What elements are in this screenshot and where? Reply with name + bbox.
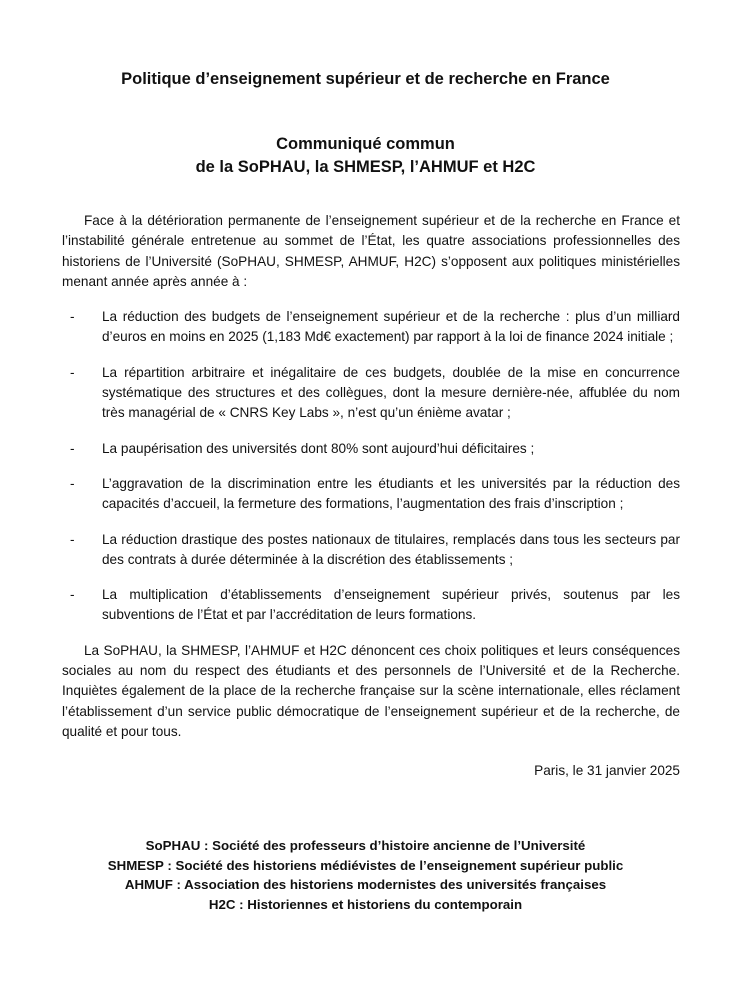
list-item-text: L’aggravation de la discrimination entre les étudiants et les universités par la réduction des capacités d’accueil, la fermeture des formations, l’augmentation des frais d’inscription ; bbox=[102, 475, 680, 512]
acronym-legend bbox=[0, 836, 731, 914]
acronym-definition: AHMUF : Association des historiens modernistes des universités françaises bbox=[124, 877, 607, 892]
list-item bbox=[62, 363, 680, 424]
list-item bbox=[62, 585, 680, 626]
bullet-dash: - bbox=[70, 587, 75, 603]
list-item-text: La réduction des budgets de l’enseignement supérieur et de la recherche : plus d’un milliard d’euros en moins en 2025 (1,183 Md€ exactement) par rapport à la loi de finance 2024 initiale ; bbox=[102, 309, 680, 345]
document-title: Politique d’enseignement supérieur et de recherche en France bbox=[121, 70, 610, 88]
bullet-dash: - bbox=[70, 440, 75, 456]
list-item-text: La réduction drastique des postes nationaux de titulaires, remplacés dans tous les secteurs par des contrats à durée déterminée à la discrétion des établissements ; bbox=[102, 531, 680, 567]
bullet-dash: - bbox=[70, 531, 75, 547]
grievance-list bbox=[62, 307, 680, 626]
list-item-text: La répartition arbitraire et inégalitaire de ces budgets, doublée de la mise en concurrence systématique des structures et des collègues, dont la mesure dernière-née, affublée du nom très managérial de « CNRS Key Labs », n’est qu’un énième avatar ; bbox=[102, 364, 680, 421]
list-item-text: La multiplication d’établissements d’enseignement supérieur privés, soutenus par les subventions de l’État et par l’accréditation de leurs formations. bbox=[102, 587, 680, 623]
bullet-dash: - bbox=[70, 309, 75, 325]
intro-paragraph: Face à la détérioration permanente de l’enseignement supérieur et de la recherche en France et l’instabilité générale entretenue au sommet de l’État, les quatre associations professionnelles des historiens de l’Université (SoPHAU, SHMESP, AHMUF, H2C) s’opposent aux politiques ministérielles menant année après année à : bbox=[62, 213, 680, 289]
bullet-dash: - bbox=[70, 364, 75, 380]
list-item bbox=[62, 530, 680, 571]
list-item bbox=[62, 307, 680, 348]
closing-paragraph: La SoPHAU, la SHMESP, l’AHMUF et H2C dénoncent ces choix politiques et leurs conséquences sociales au nom du respect des étudiants et des personnels de l’Université et de la Recherche. Inquiètes également de la place de la recherche française sur la scène internationale, elles réclament l’établissement d’un service public démocratique de l’enseignement supérieur et de la recherche, de qualité et pour tous. bbox=[62, 642, 680, 739]
date-line: Paris, le 31 janvier 2025 bbox=[534, 763, 680, 779]
list-item-text: La paupérisation des universités dont 80% sont aujourd’hui déficitaires ; bbox=[102, 440, 535, 456]
list-item bbox=[62, 474, 680, 515]
subtitle-line: Communiqué commun bbox=[276, 135, 455, 153]
acronym-definition: SoPHAU : Société des professeurs d’histoire ancienne de l’Université bbox=[145, 838, 586, 853]
acronym-definition: H2C : Historiennes et historiens du contemporain bbox=[208, 896, 523, 912]
subtitle-line: de la SoPHAU, la SHMESP, l’AHMUF et H2C bbox=[195, 158, 536, 176]
acronym-definition: SHMESP : Société des historiens médiévistes de l’enseignement supérieur public bbox=[107, 857, 624, 873]
bullet-dash: - bbox=[70, 475, 75, 491]
document-body bbox=[62, 211, 680, 782]
document-subtitle bbox=[0, 133, 731, 179]
list-item bbox=[62, 439, 680, 459]
